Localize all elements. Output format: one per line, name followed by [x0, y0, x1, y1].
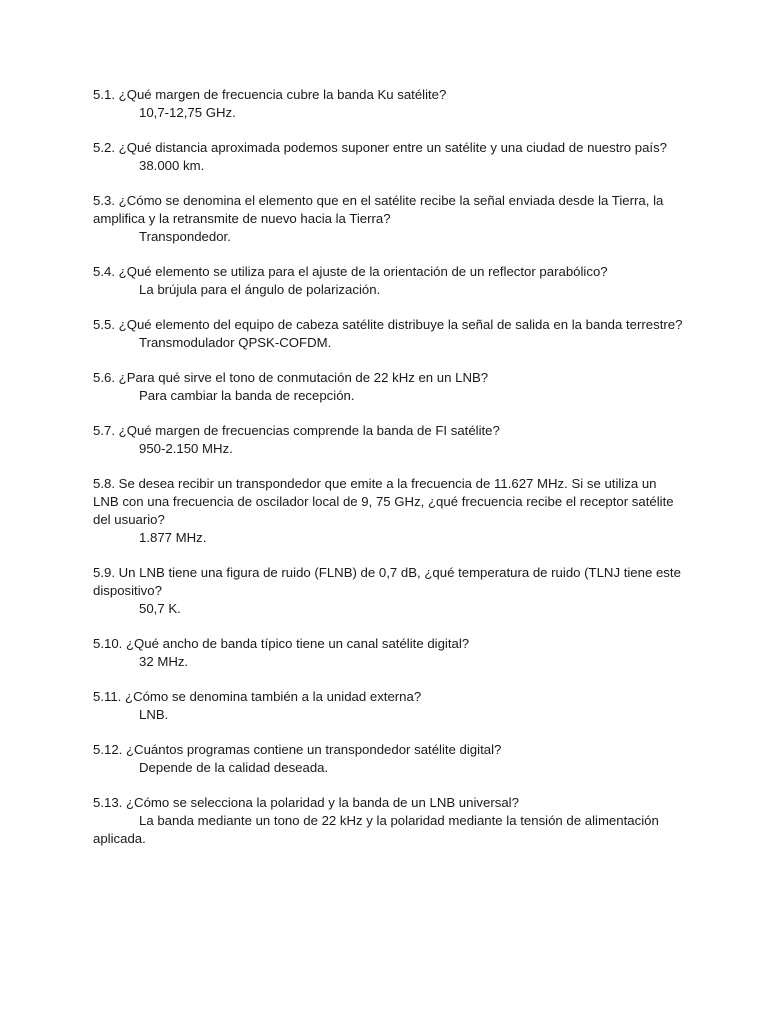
question-text: 5.4. ¿Qué elemento se utiliza para el ajuste de la orientación de un reflector parabólico?	[93, 264, 608, 279]
question-text: 5.5. ¿Qué elemento del equipo de cabeza satélite distribuye la señal de salida en la banda terrestre?	[93, 317, 683, 332]
qa-item-5-7	[93, 422, 683, 458]
question-text: 5.3. ¿Cómo se denomina el elemento que en el satélite recibe la señal enviada desde la Tierra, la amplifica y la retransmite de nuevo hacia la Tierra?	[93, 193, 664, 226]
answer-text: Transpondedor.	[139, 229, 231, 244]
qa-item-5-3	[93, 192, 683, 246]
question-text: 5.10. ¿Qué ancho de banda típico tiene un canal satélite digital?	[93, 636, 470, 651]
qa-item-5-4	[93, 263, 683, 299]
answer-text: LNB.	[139, 707, 169, 722]
qa-item-5-2	[93, 139, 683, 175]
answer-text: 32 MHz.	[139, 654, 189, 669]
question-text: 5.6. ¿Para qué sirve el tono de conmutación de 22 kHz en un LNB?	[93, 370, 489, 385]
question-text: 5.9. Un LNB tiene una figura de ruido (FLNB) de 0,7 dB, ¿qué temperatura de ruido (TLNJ tiene este dispositivo?	[93, 565, 681, 598]
qa-item-5-13	[93, 794, 683, 848]
answer-text: 50,7 K.	[139, 601, 181, 616]
question-text: 5.8. Se desea recibir un transpondedor que emite a la frecuencia de 11.627 MHz. Si se utiliza un LNB con una frecuencia de oscilador local de 9, 75 GHz, ¿qué frecuencia recibe el receptor satélite del usuario?	[93, 476, 674, 527]
answer-text: 38.000 km.	[139, 158, 205, 173]
question-text: 5.1. ¿Qué margen de frecuencia cubre la banda Ku satélite?	[93, 87, 447, 102]
answer-text: La banda mediante un tono de 22 kHz y la polaridad mediante la tensión de alimentación aplicada.	[93, 813, 659, 846]
answer-text: 950-2.150 MHz.	[139, 441, 233, 456]
question-text: 5.12. ¿Cuántos programas contiene un transpondedor satélite digital?	[93, 742, 502, 757]
answer-text: La brújula para el ángulo de polarización.	[139, 282, 381, 297]
qa-item-5-11	[93, 688, 683, 724]
answer-text: Depende de la calidad deseada.	[139, 760, 329, 775]
qa-item-5-1	[93, 86, 683, 122]
answer-text: 1.877 MHz.	[139, 530, 207, 545]
question-text: 5.13. ¿Cómo se selecciona la polaridad y la banda de un LNB universal?	[93, 795, 519, 810]
qa-item-5-6	[93, 369, 683, 405]
qa-item-5-5	[93, 316, 683, 352]
qa-item-5-8	[93, 475, 683, 547]
answer-text: Transmodulador QPSK-COFDM.	[139, 335, 332, 350]
answer-text: Para cambiar la banda de recepción.	[139, 388, 355, 403]
question-text: 5.7. ¿Qué margen de frecuencias comprende la banda de FI satélite?	[93, 423, 500, 438]
qa-item-5-9	[93, 564, 683, 618]
question-text: 5.2. ¿Qué distancia aproximada podemos suponer entre un satélite y una ciudad de nuestro país?	[93, 140, 668, 155]
qa-item-5-12	[93, 741, 683, 777]
answer-text: 10,7-12,75 GHz.	[139, 105, 236, 120]
document-body	[93, 86, 683, 865]
qa-item-5-10	[93, 635, 683, 671]
question-text: 5.11. ¿Cómo se denomina también a la unidad externa?	[93, 689, 422, 704]
